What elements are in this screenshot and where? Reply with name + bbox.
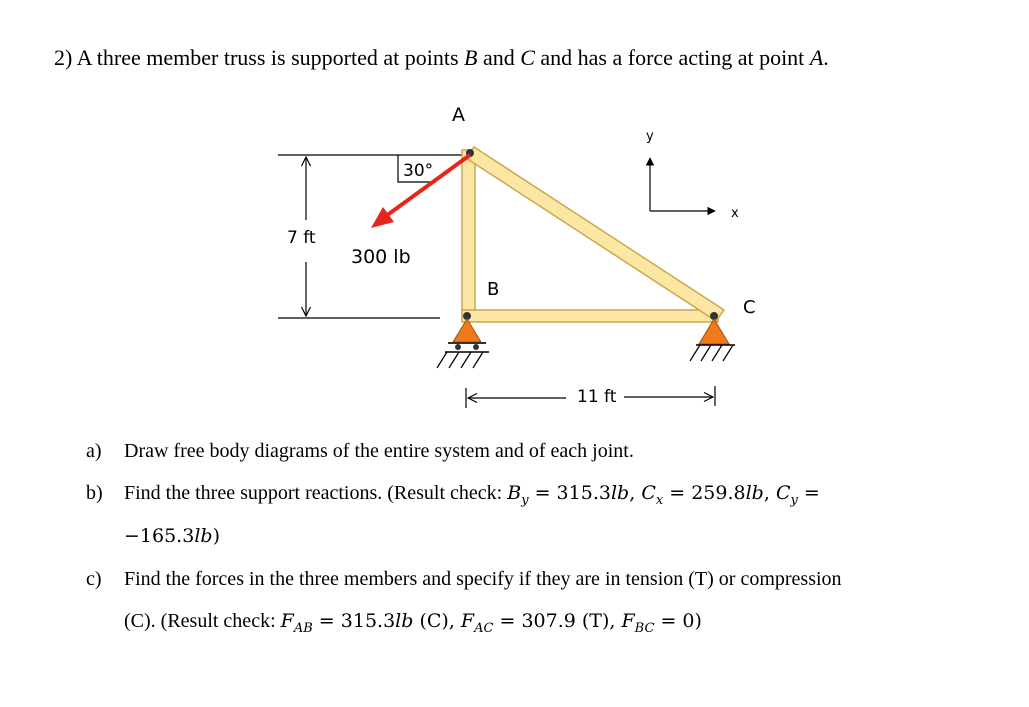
cy-unit: lb xyxy=(194,525,213,547)
problem-point-b: B xyxy=(464,45,478,70)
problem-text-4: . xyxy=(823,45,829,70)
fbc-sub: BC xyxy=(634,620,655,636)
item-c-continued: (C). (Result check: $F_{AB} = 315.3lb$ (C), $F_{AC} = 307.9$ (T), $F_{BC} = 0$) xyxy=(124,610,702,636)
problem-point-a: A xyxy=(809,45,824,70)
angle-label: 30° xyxy=(403,161,434,181)
item-a-text: Draw free body diagrams of the entire system and of each joint. xyxy=(124,440,634,462)
problem-text-1: A three member truss is supported at points xyxy=(72,45,464,70)
by-sub: y xyxy=(521,492,529,508)
fbc-value: = 0) xyxy=(654,610,702,632)
item-a xyxy=(86,440,634,463)
fab-sub: AB xyxy=(293,620,313,636)
cx-value: = 259.8 xyxy=(663,482,746,504)
cy-value: −165.3 xyxy=(124,525,195,547)
item-b-close: ) xyxy=(212,525,220,547)
width-dimension-label: 11 ft xyxy=(577,387,617,407)
x-axis-label: x xyxy=(731,206,739,221)
problem-text-2: and xyxy=(477,45,521,70)
item-b: b) Find the three support reactions. (Result check: $B_y = 315.3lb$, $C_x = 259.8lb$, $C_y$ = xyxy=(86,482,820,508)
fbc-var: F xyxy=(621,610,635,632)
height-dimension-label: 7 ft xyxy=(287,228,316,248)
fab-value: = 315.3 xyxy=(312,610,396,632)
y-axis-label: y xyxy=(646,129,654,144)
item-b-continued xyxy=(124,525,220,548)
fac-var: F xyxy=(460,610,475,632)
fab-type: (C) xyxy=(413,610,449,632)
fab-unit: lb xyxy=(395,610,414,632)
cy-sub: y xyxy=(790,492,798,508)
joint-c-label: C xyxy=(743,297,756,318)
fac-value: = 307.9 (T) xyxy=(493,610,610,632)
by-var: B xyxy=(507,482,522,504)
problem-point-c: C xyxy=(520,45,535,70)
fab-var: F xyxy=(280,610,294,632)
item-c-letter: c) xyxy=(86,568,102,590)
by-value: = 315.3 xyxy=(528,482,611,504)
by-unit: lb xyxy=(610,482,630,504)
item-a-letter: a) xyxy=(86,440,102,462)
support-b-roller xyxy=(437,319,489,368)
problem-text-3: and has a force acting at point xyxy=(534,45,810,70)
problem-number: 2) xyxy=(54,45,73,70)
joint-a-label: A xyxy=(452,104,465,126)
cx-var: C xyxy=(641,482,656,504)
member-ab xyxy=(462,150,475,318)
support-c-pin xyxy=(690,319,735,361)
item-c-text: Find the forces in the three members and specify if they are in tension (T) or compression xyxy=(124,568,842,590)
cy-var: C xyxy=(775,482,791,504)
force-arrow-head xyxy=(371,207,394,228)
fac-sub: AC xyxy=(474,620,494,636)
cy-equals: = xyxy=(797,482,820,504)
item-b-letter: b) xyxy=(86,482,103,504)
member-ac xyxy=(466,147,724,321)
cx-unit: lb xyxy=(745,482,764,504)
force-label: 300 lb xyxy=(351,246,411,268)
item-b-text: Find the three support reactions. (Result check: xyxy=(124,482,508,504)
joint-b-label: B xyxy=(487,279,500,300)
item-c-text2: (C). (Result check: xyxy=(124,610,281,632)
cx-sub: x xyxy=(655,492,664,508)
item-c xyxy=(86,568,842,591)
member-bc xyxy=(462,310,718,322)
